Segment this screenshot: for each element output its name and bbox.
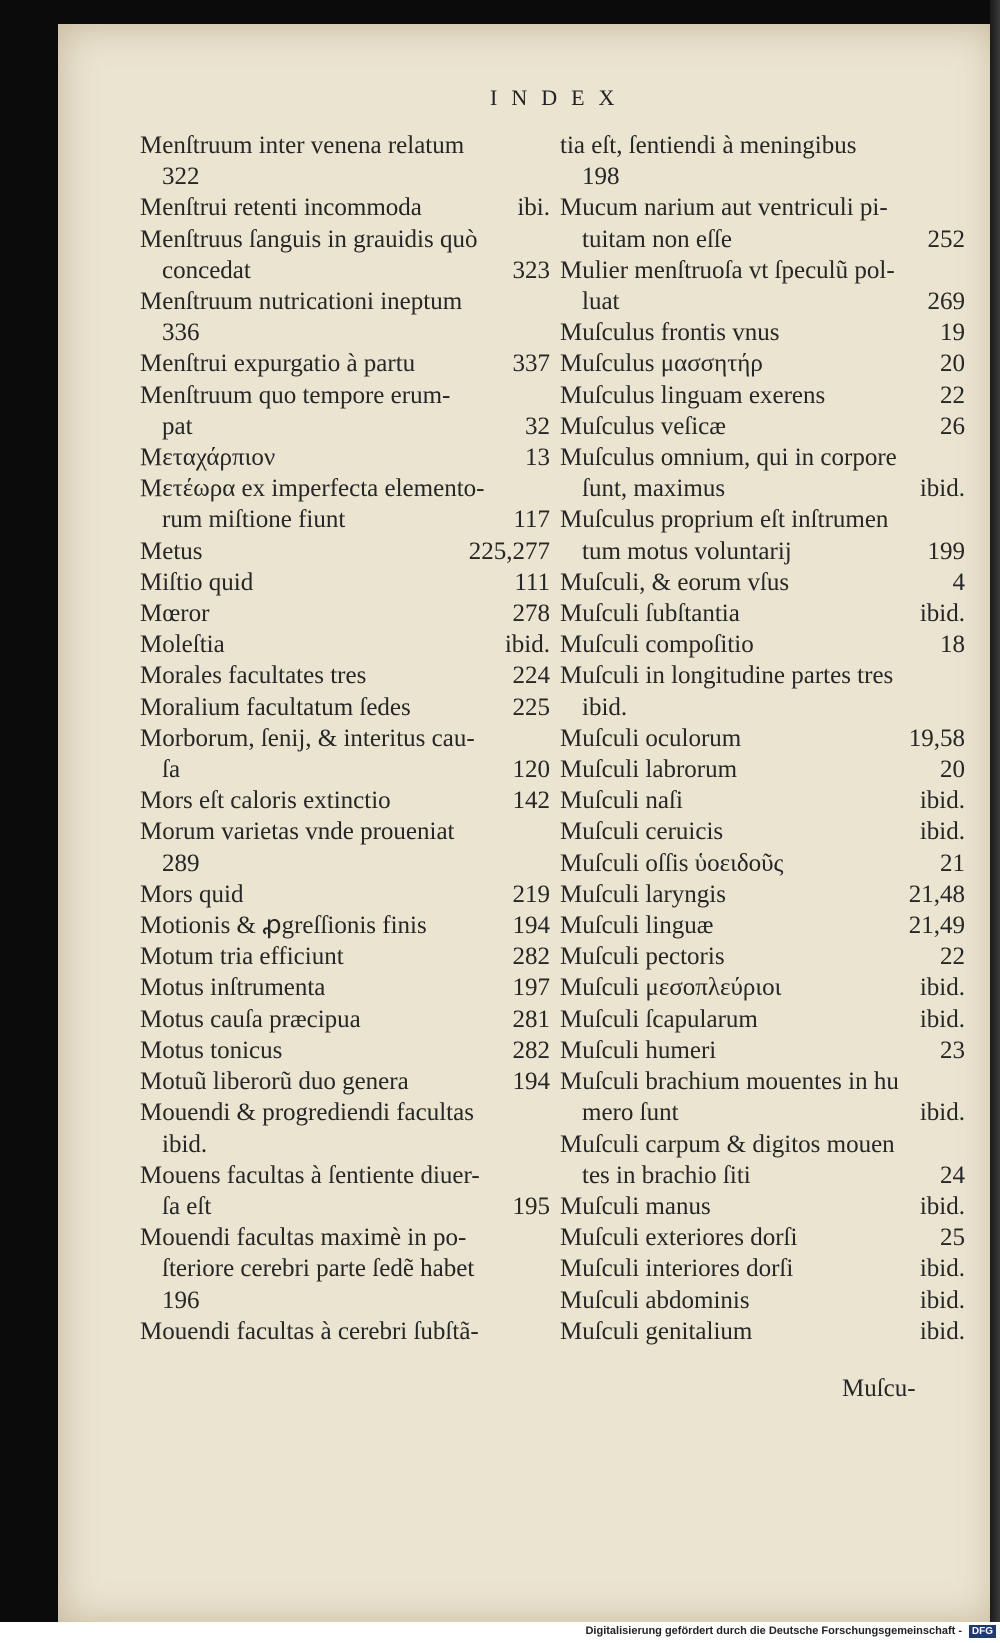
entry-text: Menſtrui retenti incommoda bbox=[140, 194, 422, 222]
index-entry bbox=[560, 130, 965, 192]
entry-text: ſteriore cerebri parte ſedẽ habet bbox=[162, 1255, 475, 1283]
entry-page: 282 bbox=[512, 1036, 550, 1064]
index-entry bbox=[560, 910, 965, 941]
index-entry bbox=[140, 567, 550, 598]
entry-text: Μετέωρα ex imperfecta elemento- bbox=[140, 475, 485, 503]
index-entry bbox=[560, 723, 965, 754]
index-entry bbox=[560, 785, 965, 816]
index-entry bbox=[140, 473, 550, 535]
index-entry bbox=[140, 723, 550, 785]
entry-page: 282 bbox=[512, 943, 550, 971]
index-entry bbox=[560, 1222, 965, 1253]
entry-text: Muſculi, & eorum vſus bbox=[560, 568, 790, 596]
entry-page: 322 bbox=[162, 163, 200, 191]
index-entry bbox=[140, 1222, 550, 1316]
entry-page: 21,48 bbox=[908, 880, 965, 908]
entry-page: 323 bbox=[512, 256, 550, 284]
entry-text: Morborum, ſenij, & interitus cau- bbox=[140, 724, 475, 752]
entry-text: Mouendi facultas maximè in po- bbox=[140, 1224, 467, 1252]
index-entry bbox=[560, 816, 965, 847]
entry-page: 26 bbox=[940, 412, 965, 440]
index-entry bbox=[140, 1004, 550, 1035]
dfg-logo: DFG bbox=[969, 1625, 996, 1638]
entry-text: Μεταχάρπιον bbox=[140, 444, 276, 472]
entry-text: Muſculi ceruicis bbox=[560, 818, 724, 846]
entry-text: Motionis & ꝓgreſſionis finis bbox=[140, 912, 427, 940]
index-column-right bbox=[560, 130, 965, 1347]
entry-page: 337 bbox=[512, 350, 550, 378]
entry-page: 24 bbox=[940, 1161, 965, 1189]
index-entry bbox=[140, 910, 550, 941]
entry-text: ſa eſt bbox=[162, 1192, 212, 1220]
entry-page: 4 bbox=[952, 568, 965, 596]
index-entry bbox=[140, 286, 550, 348]
index-entry bbox=[560, 754, 965, 785]
index-entry bbox=[560, 442, 965, 504]
index-entry bbox=[560, 1066, 965, 1128]
index-entry bbox=[560, 348, 965, 379]
index-entry bbox=[140, 380, 550, 442]
index-entry bbox=[560, 1285, 965, 1316]
entry-text: Muſculus veſicæ bbox=[560, 412, 726, 440]
index-entry bbox=[560, 192, 965, 254]
entry-text: ibid. bbox=[582, 693, 628, 721]
index-entry bbox=[560, 848, 965, 879]
index-entry bbox=[560, 1129, 965, 1191]
index-entry bbox=[560, 255, 965, 317]
entry-page: 278 bbox=[512, 600, 550, 628]
entry-text: Muſculi ſcapularum bbox=[560, 1005, 758, 1033]
index-entry bbox=[140, 629, 550, 660]
index-entry bbox=[140, 972, 550, 1003]
index-entry bbox=[140, 816, 550, 878]
entry-page: 32 bbox=[525, 412, 550, 440]
entry-text: Muſculi abdominis bbox=[560, 1286, 750, 1314]
entry-text: Menſtruum nutricationi ineptum bbox=[140, 288, 463, 316]
entry-text: Morales facultates tres bbox=[140, 662, 367, 690]
entry-text: Muſculus frontis vnus bbox=[560, 319, 780, 347]
entry-page: 22 bbox=[940, 381, 965, 409]
entry-page: 13 bbox=[525, 444, 550, 472]
index-entry bbox=[560, 1316, 965, 1347]
entry-text: ſunt, maximus bbox=[582, 475, 726, 503]
index-entry bbox=[560, 879, 965, 910]
entry-text: Miſtio quid bbox=[140, 568, 254, 596]
entry-text: Muſculi laryngis bbox=[560, 880, 726, 908]
entry-page: 20 bbox=[940, 756, 965, 784]
entry-page: 199 bbox=[927, 537, 965, 565]
entry-page: 194 bbox=[512, 1068, 550, 1096]
index-entry bbox=[140, 536, 550, 567]
index-entry bbox=[560, 504, 965, 566]
entry-text: Muſculi brachium mouentes in hu bbox=[560, 1068, 899, 1096]
entry-page: ibid. bbox=[919, 1192, 965, 1220]
entry-text: Muſculi humeri bbox=[560, 1036, 717, 1064]
entry-text: Muſculi oſſis ὑοειδοῦς bbox=[560, 849, 784, 877]
index-entry bbox=[560, 1004, 965, 1035]
index-entry bbox=[560, 941, 965, 972]
entry-text: luat bbox=[582, 288, 620, 316]
entry-text: Metus bbox=[140, 537, 203, 565]
entry-text: Muſculus linguam exerens bbox=[560, 381, 826, 409]
index-entry bbox=[560, 317, 965, 348]
entry-text: Mucum narium aut ventriculi pi- bbox=[560, 194, 888, 222]
entry-text: tia eſt, ſentiendi à meningibus bbox=[560, 132, 857, 159]
index-entry bbox=[140, 1066, 550, 1097]
entry-page: 120 bbox=[512, 756, 550, 784]
entry-page: ibid. bbox=[919, 974, 965, 1002]
entry-page: 21 bbox=[940, 849, 965, 877]
entry-page: 252 bbox=[927, 225, 965, 253]
entry-page: 225,277 bbox=[468, 537, 550, 565]
entry-page: 219 bbox=[512, 880, 550, 908]
entry-text: Muſculi interiores dorſi bbox=[560, 1255, 794, 1283]
entry-page: ibid. bbox=[919, 787, 965, 815]
entry-page: 18 bbox=[940, 631, 965, 659]
entry-text: Muſculi pectoris bbox=[560, 943, 725, 971]
entry-text: Menſtruum inter venena relatum bbox=[140, 132, 465, 159]
entry-text: Menſtruum quo tempore erum- bbox=[140, 381, 451, 409]
entry-page: 22 bbox=[940, 943, 965, 971]
entry-page: 111 bbox=[514, 568, 550, 596]
entry-page: 196 bbox=[162, 1286, 200, 1314]
entry-page: 269 bbox=[927, 288, 965, 316]
entry-page: 198 bbox=[582, 163, 620, 191]
index-entry bbox=[140, 879, 550, 910]
footer-text: Digitalisierung gefördert durch die Deutsche Forschungsgemeinschaft - bbox=[585, 1625, 962, 1637]
index-entry bbox=[140, 192, 550, 223]
entry-text: Muſculi manus bbox=[560, 1192, 711, 1220]
entry-text: Mœror bbox=[140, 600, 210, 628]
index-entry bbox=[560, 660, 965, 722]
entry-page: 20 bbox=[940, 350, 965, 378]
entry-text: Muſculi in longitudine partes tres bbox=[560, 662, 894, 690]
index-entry bbox=[140, 224, 550, 286]
entry-text: Menſtruus ſanguis in grauidis quò bbox=[140, 225, 478, 253]
entry-text: Mors eſt caloris extinctio bbox=[140, 787, 391, 815]
entry-text: Muſculi exteriores dorſi bbox=[560, 1224, 798, 1252]
entry-page: ibid. bbox=[919, 1286, 965, 1314]
book-edge bbox=[990, 0, 1000, 1643]
entry-text: tes in brachio ſiti bbox=[582, 1161, 751, 1189]
entry-page: 142 bbox=[512, 787, 550, 815]
entry-page: ibid. bbox=[919, 1005, 965, 1033]
index-entry bbox=[560, 567, 965, 598]
entry-text: Muſculi naſi bbox=[560, 787, 683, 815]
entry-text: Motus tonicus bbox=[140, 1036, 283, 1064]
entry-text: Muſculi genitalium bbox=[560, 1317, 753, 1345]
index-entry bbox=[560, 598, 965, 629]
index-entry bbox=[560, 629, 965, 660]
entry-text: Moralium facultatum ſedes bbox=[140, 693, 411, 721]
index-entry bbox=[560, 1253, 965, 1284]
entry-page: 194 bbox=[512, 912, 550, 940]
entry-text: ibid. bbox=[162, 1130, 208, 1158]
running-head: INDEX bbox=[490, 85, 629, 110]
entry-page: 25 bbox=[940, 1224, 965, 1252]
entry-page: ibid. bbox=[919, 600, 965, 628]
entry-text: Muſculus μασσητήρ bbox=[560, 350, 763, 378]
entry-text: Mouens facultas à ſentiente diuer- bbox=[140, 1161, 480, 1189]
entry-page: 21,49 bbox=[908, 912, 965, 940]
entry-text: rum miſtione fiunt bbox=[162, 506, 346, 534]
entry-page: 289 bbox=[162, 849, 200, 877]
index-entry bbox=[560, 972, 965, 1003]
entry-text: mero ſunt bbox=[582, 1099, 679, 1127]
entry-text: Motus inſtrumenta bbox=[140, 974, 326, 1002]
index-entry bbox=[140, 130, 550, 192]
entry-text: tuitam non eſſe bbox=[582, 225, 732, 253]
index-entry bbox=[140, 1097, 550, 1159]
entry-text: Muſculus omnium, qui in corpore bbox=[560, 444, 897, 472]
index-entry bbox=[140, 1316, 550, 1347]
entry-page: ibid. bbox=[919, 1099, 965, 1127]
entry-page: 19,58 bbox=[908, 724, 965, 752]
index-column-left bbox=[140, 130, 550, 1347]
entry-text: Muſculi oculorum bbox=[560, 724, 742, 752]
entry-text: Muſculi compoſitio bbox=[560, 631, 754, 659]
index-entry bbox=[140, 1035, 550, 1066]
index-entry bbox=[140, 785, 550, 816]
index-entry bbox=[560, 1191, 965, 1222]
index-entry bbox=[140, 1160, 550, 1222]
index-entry bbox=[140, 692, 550, 723]
index-entry bbox=[140, 660, 550, 691]
entry-text: Mouendi facultas à cerebri ſubſtã- bbox=[140, 1317, 479, 1345]
entry-text: Muſculi linguæ bbox=[560, 912, 714, 940]
index-entry bbox=[140, 442, 550, 473]
entry-text: Motum tria efficiunt bbox=[140, 943, 344, 971]
entry-text: Muſculi ſubſtantia bbox=[560, 600, 740, 628]
entry-page: ibid. bbox=[919, 475, 965, 503]
entry-text: Mouendi & progrediendi facultas bbox=[140, 1099, 474, 1127]
entry-page: ibid. bbox=[919, 818, 965, 846]
entry-text: Muſculi labrorum bbox=[560, 756, 738, 784]
entry-text: Muſculi carpum & digitos mouen bbox=[560, 1130, 895, 1158]
entry-text: Mors quid bbox=[140, 880, 244, 908]
entry-page: 195 bbox=[512, 1192, 550, 1220]
entry-page: 19 bbox=[940, 319, 965, 347]
entry-text: Moleſtia bbox=[140, 631, 225, 659]
entry-page: 336 bbox=[162, 319, 200, 347]
entry-text: pat bbox=[162, 412, 193, 440]
entry-text: Motuũ liberorũ duo genera bbox=[140, 1068, 409, 1096]
index-entry bbox=[560, 1035, 965, 1066]
entry-page: ibi. bbox=[517, 194, 550, 222]
entry-text: Mulier menſtruoſa vt ſpeculũ pol- bbox=[560, 256, 895, 284]
entry-page: 281 bbox=[512, 1005, 550, 1033]
entry-text: Muſculus proprium eſt inſtrumen bbox=[560, 506, 889, 534]
entry-text: Motus cauſa præcipua bbox=[140, 1005, 361, 1033]
entry-page: 224 bbox=[512, 662, 550, 690]
entry-page: 197 bbox=[512, 974, 550, 1002]
catchword: Muſcu- bbox=[842, 1375, 916, 1402]
index-entry bbox=[140, 598, 550, 629]
entry-text: tum motus voluntarij bbox=[582, 537, 792, 565]
entry-page: 23 bbox=[940, 1036, 965, 1064]
entry-text: ſa bbox=[162, 756, 181, 784]
entry-page: ibid. bbox=[504, 631, 550, 659]
entry-page: ibid. bbox=[919, 1255, 965, 1283]
entry-text: Muſculi μεσοπλεύριοι bbox=[560, 974, 782, 1002]
entry-page: 225 bbox=[512, 693, 550, 721]
entry-text: Menſtrui expurgatio à partu bbox=[140, 350, 416, 378]
index-entry bbox=[140, 941, 550, 972]
index-entry bbox=[560, 411, 965, 442]
index-entry bbox=[140, 348, 550, 379]
entry-text: concedat bbox=[162, 256, 251, 284]
index-entry bbox=[560, 380, 965, 411]
entry-page: ibid. bbox=[919, 1317, 965, 1345]
entry-text: Morum varietas vnde proueniat bbox=[140, 818, 455, 846]
entry-page: 117 bbox=[513, 506, 550, 534]
digitization-footer bbox=[0, 1622, 1000, 1643]
